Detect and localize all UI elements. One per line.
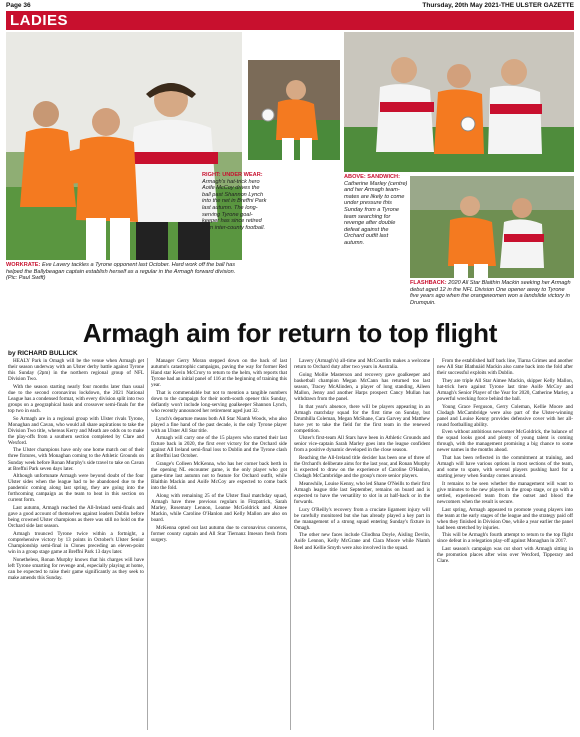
paragraph: In that year's absence, there will be players appearing in an Armagh matchday squad for the first time on Sunday, but Drumhilla Coleman, Megan McShane, Cara Garvey and Matthew have yet to take the field for the first team in the renewed competition. bbox=[294, 403, 430, 434]
paragraph: So Armagh are in a regional group with Ulster rivals Tyrone, Monaghan and Cavan, who would all share aspirations to take the Division Two title, whereas Kerry and Meath are odds on to make the play-offs from a southern section completed by Clare and Wexford. bbox=[8, 415, 144, 446]
article-column-2 bbox=[151, 358, 287, 733]
paragraph: Armagh trounced Tyrone twice within a fortnight, a comprehensive victory by 13 points in October's Ulster Senior Championship semi-final in Clones preceding an eleven-point win in a group stage game at Breffni Park 13 days later. bbox=[8, 530, 144, 555]
paragraph: Last spring, Armagh appeared to promote young players into the team at the early stages of the league and the strategy paid off when they finished in Division One, while a year earlier the panel had been stretched by injuries. bbox=[437, 506, 573, 531]
paragraph: Lucy O'Reilly's recovery from a cruciate ligament injury will be carefully monitored but she has already played a key part in the management of a strong squad entering Sunday's fixture in Omagh. bbox=[294, 506, 430, 531]
caption-right-under-wear bbox=[202, 172, 268, 231]
paragraph: Manager Gerry Moran stepped down on the back of last autumn's catastrophic campaigns, paving the way for former Red Hand star Kevin McCrory to return to the helm, with reports that Tyrone had an initial panel of 116 at the beginning of training this year. bbox=[151, 358, 287, 389]
article-column-1 bbox=[8, 358, 144, 733]
paragraph: From the established half back line, Tiarna Grimes and another new All Star Blathnáid Mackin also came back into the fold after their successful exploits with Dublin. bbox=[437, 358, 573, 377]
caption-flashback-text: 2020 All Star Blaithin Mackin seeking her Armagh debut aged 12 in the NFL Division One opener away to Tyrone five years ago when the orangewomen won a landslide victory in Drumquin. bbox=[410, 280, 571, 306]
paragraph: Last season's campaign was cut short with Armagh sitting in the promotion places after wins over Wexford, Tipperary and Clare. bbox=[437, 546, 573, 565]
caption-workrate-text: Eve Lavery tackles a Tyrone opponent last October. Hard work off the ball has helped the Ballybeagan captain establish herself as a regular in the Armagh forward division. (Pic: Paul Swift) bbox=[6, 262, 236, 282]
photo-right-under-wear bbox=[248, 60, 340, 160]
section-title: LADIES bbox=[10, 12, 69, 29]
photo-right-under-wear-image bbox=[248, 60, 340, 160]
photo-above-sandwich-image bbox=[344, 32, 574, 172]
caption-flashback-title: FLASHBACK: bbox=[410, 280, 447, 286]
section-banner bbox=[6, 11, 574, 30]
photo-above-sandwich bbox=[344, 32, 574, 172]
paragraph: Going Mollie Masterson and recovery gave goalkeeper and basketball champion Megan McCann has returned too last season, Tracey McAlinden, a player of long standing, Aileen Mallon, Jenny and another Harps prospect Cancy Mullan has withdrawn from the panel. bbox=[294, 371, 430, 402]
paragraph: The other new faces include Cliodhna Doyle, Aisling Devlin, Aoife Lennon, Kelly McGrane and Ciara Moore while Niamh Reel and Kellie Smyth were also involved in the squad. bbox=[294, 532, 430, 551]
caption-above-sandwich-title: ABOVE: SANDWICH: bbox=[344, 174, 400, 180]
photo-flashback-image bbox=[410, 176, 574, 278]
issue-date: Thursday, 20th May 2021-THE ULSTER GAZETTE bbox=[422, 2, 574, 9]
caption-above-sandwich bbox=[344, 174, 408, 247]
paragraph: That is commendable but not to mention a tangible numbers down to the campaign for their north-south opener this Sunday, defiantly won't include long-serving goalkeeper Shannon Lynch, who recently announced her retirement aged just 32. bbox=[151, 389, 287, 414]
paragraph: With the season starting nearly four months later than usual due to the second coronavirus lockdown, the 2021 National League has a condensed format, with every division split into two groups on a geographical basis and crossover semi-finals for the top two in each. bbox=[8, 383, 144, 414]
column-divider bbox=[290, 358, 291, 730]
paragraph: Along with remaining 25 of the Ulster final matchday squad, Armagh have three previous regulars in Fitzpatrick, Sarah Marley, Rosemary Lennon, Leanne McGoldrick and Aimee Mackin, while Caroline O'Hanlon and Kelly Mallon are also on board. bbox=[151, 492, 287, 524]
photo-flashback bbox=[410, 176, 574, 278]
paragraph: Armagh will carry one of the 15 players who started their last fixture back in 2020, the first ever victory for the Orchard side against All Ireland semi-final loss to Dublin and the Tyrone clash at Breffni last October. bbox=[151, 435, 287, 460]
caption-right-under-wear-title: RIGHT: UNDER WEAR: bbox=[202, 172, 263, 178]
headline: Armagh aim for return to top flight bbox=[82, 318, 498, 348]
article-column-3 bbox=[294, 358, 430, 733]
paragraph: Although unfortunate Armagh were beyond doubt of the four Ulster sides when the league had to be abandoned due to the pandemic coming along last spring, they are going into the forthcoming campaign as the team to beat in this section on current form. bbox=[8, 473, 144, 504]
paragraph: McKenna opted out last autumn due to coronavirus concerns, former county captain and All Star Tiernanz Imeson fresh from surgery. bbox=[151, 524, 287, 543]
caption-above-sandwich-text: Catherine Marley (centre) and her Armagh team-mates are likely to come under pressure this Sunday from a Tyrone team searching for revenge after double defeat against the Orchard outfit last autumn. bbox=[344, 180, 408, 246]
paragraph: They are triple All Star Aimee Mackin, skipper Kelly Mallon, hat-trick hero against Tyrone last time Aoife McCoy and Armagh's Senior Player of the Year for 2020, Catherine Marley, a powerful wrecking force behind the ball. bbox=[437, 377, 573, 402]
caption-right-under-wear-text: Armagh's hat-trick hero Aoife McCoy drives the ball past Shannon Lynch into the net in Breffni Park last autumn. The long-serving Tyrone goal-keeper has since retired from inter-county football. bbox=[202, 178, 267, 231]
caption-workrate bbox=[6, 262, 242, 282]
article-column-4 bbox=[437, 358, 573, 733]
paragraph: Ulster's first-team All Stars have been in Athletic Grounds and senior vice-captain Sarah Marley goes into the league confident from a positive dynamic developed in the close season. bbox=[294, 435, 430, 454]
paragraph: Young Grace Ferguson, Gerry Coleman, Kellie Moore and Clodagh McCambridge were also part of the Ulster-winning panel and Louise Kenny provides defensive cover with her all-round footballing ability. bbox=[437, 403, 573, 428]
caption-workrate-title: WORKRATE: bbox=[6, 262, 41, 268]
paragraph: Meanwhile, Louise Kenny, who led Shane O'Neills to their first Armagh league title last September, remains on board and is expected to have the versatility to slot in at half-back or in the forwards. bbox=[294, 480, 430, 505]
column-divider bbox=[147, 358, 148, 730]
paragraph: Nonetheless, Ronan Murphy knows that his charges will have left Tyrone smarting for revenge and, especially playing at home, can be expected to raise their game significantly as they seek to make amends this Sunday. bbox=[8, 556, 144, 581]
paragraph: Grange's Colleen McKenna, who has her corner back berth in the opening NL encounter game, is the only player who got game-time last autumn not to feature for Orchard outfit, while Blaithin Mackin and Aoife McCoy are expected to come back into the fold. bbox=[151, 461, 287, 492]
paragraph: HEALY Park in Omagh will be the venue when Armagh get their season underway with an Ulster derby battle against Tyrone this Sunday (2pm) in the northern regional group of NFL Division Two. bbox=[8, 358, 144, 383]
column-divider bbox=[433, 358, 434, 730]
paragraph: Lavery (Armagh's) all-time and McCourtlin makes a welcome return to Orchard duty after two years in Australia. bbox=[294, 358, 430, 371]
paragraph: It remains to be seen whether the management will want to give minutes to the new players in the group stage, or go with a settled, experienced team from the outset and blood the newcomers when the result is secure. bbox=[437, 480, 573, 505]
byline: by RICHARD BULLICK bbox=[8, 350, 78, 357]
page-number: Page 36 bbox=[6, 2, 31, 9]
paragraph: Reaching the All-Ireland title decider has been one of three of the Orchard's deliberate aims for the last year, and Ronan Murphy is expected to draw on the experience of Caroline O'Hanlon, Clodagh McCambridge and the group's more senior players. bbox=[294, 455, 430, 480]
paragraph: Even without ambitious newcomer McGoldrick, the balance of the squad looks good and plenty of young talent is coming through, with the management promising a big chance to some newer names in the months ahead. bbox=[437, 429, 573, 454]
paragraph: Lynch's departure means both All Star Niamh Woods, who also played a fine hand of the past decade, is the only Tyrone player with an Ulster All Star title. bbox=[151, 415, 287, 434]
paragraph: This will be Armagh's fourth attempt to return to the top flight since defeat in a relegation play-off against Monaghan in 2017. bbox=[437, 532, 573, 545]
paragraph: That has been reflected in the commitment at training, and Armagh will have various options in most sections of the team, and some to spare, with several players pushing hard for a starting jersey when Sunday comes around. bbox=[437, 455, 573, 480]
paragraph: Last autumn, Armagh reached the All-Ireland semi-finals and gave a good account of themselves against leaders Dublin before being crowned Ulster champions as there was still no hold on the Orchard side last season. bbox=[8, 505, 144, 530]
paragraph: The Ulster champions have only one home match out of their three fixtures, with Monaghan coming to the Athletic Grounds on Sunday week before Ronan Murphy's side travel to take on Cavan at Breffni Park seven days later. bbox=[8, 447, 144, 472]
caption-flashback bbox=[410, 280, 574, 306]
